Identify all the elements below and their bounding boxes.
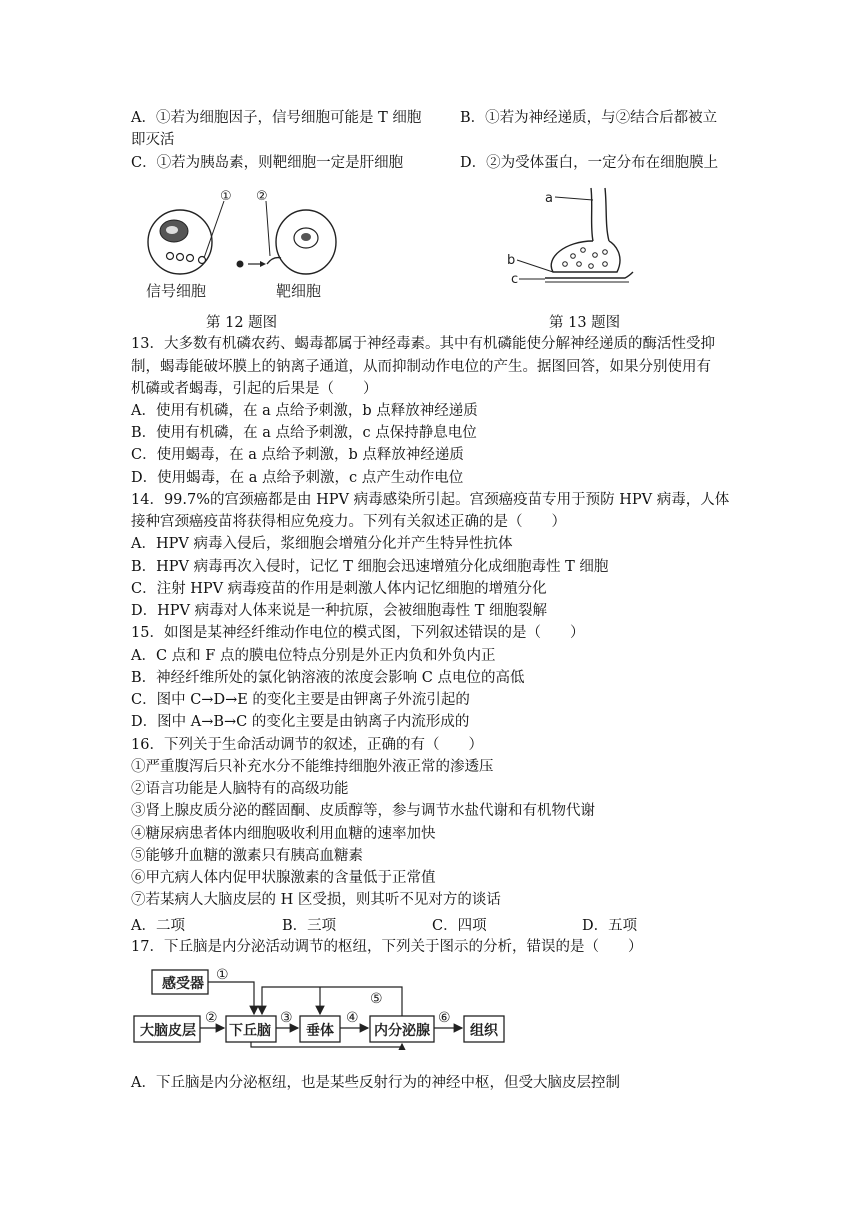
fig12-signal-cell-label: 信号细胞 [146, 282, 207, 300]
q14-stem-line-2: 接种宫颈癌疫苗将获得相应免疫力。下列有关叙述正确的是（ ） [131, 514, 566, 530]
q16-item-6: ⑥甲亢病人体内促甲状腺激素的含量低于正常值 [131, 870, 436, 886]
fig13-label-b: b [507, 253, 516, 268]
q16-item-1: ①严重腹泻后只补充水分不能维持细胞外液正常的渗透压 [131, 759, 494, 775]
q12-figure [140, 186, 340, 304]
box-hypothalamus-label: 下丘脑 [229, 1023, 271, 1039]
arrow-label-6: ⑥ [438, 1010, 451, 1026]
q13-stem-line-2: 制，蝎毒能破坏膜上的钠离子通道，从而抑制动作电位的产生。据图回答，如果分别使用有 [131, 359, 711, 375]
box-tissue-label: 组织 [470, 1023, 498, 1039]
q15-option-d: D．图中 A→B→C 的变化主要是由钠离子内流形成的 [131, 714, 470, 730]
arrow-label-5: ⑤ [370, 991, 383, 1007]
q14-stem-line-1: 14．99.7%的宫颈癌都是由 HPV 病毒感染所引起。宫颈癌疫苗专用于预防 HPV 病毒，人体 [131, 492, 730, 508]
q17-stem: 17．下丘脑是内分泌活动调节的枢纽，下列关于图示的分析，错误的是（ ） [131, 939, 643, 955]
arrow-label-2: ② [205, 1010, 218, 1026]
q16-option-c: C．四项 [432, 918, 487, 934]
q16-stem: 16．下列关于生命活动调节的叙述，正确的有（ ） [131, 737, 483, 753]
signal-cell-outline [148, 210, 212, 274]
q17-flow-diagram [130, 965, 510, 1050]
fig12-label-1: ① [220, 189, 232, 204]
q13-option-c: C．使用蝎毒，在 a 点给予刺激，b 点释放神经递质 [131, 447, 464, 463]
q12-option-c: C．①若为胰岛素，则靶细胞一定是肝细胞 [131, 155, 404, 171]
fig13-label-c: c [511, 272, 519, 287]
target-cell-outline [276, 210, 336, 274]
q13-option-a: A．使用有机磷，在 a 点给予刺激，b 点释放神经递质 [131, 403, 478, 419]
arrow-label-4: ④ [346, 1010, 359, 1026]
q13-figure [505, 186, 645, 291]
q13-option-d: D．使用蝎毒，在 a 点给予刺激，c 点产生动作电位 [131, 470, 464, 486]
q12-option-b-continued: 即灭活 [131, 132, 175, 148]
q13-figure-caption: 第 13 题图 [549, 315, 621, 331]
q14-option-c: C．注射 HPV 病毒疫苗的作用是刺激人体内记忆细胞的增殖分化 [131, 581, 547, 597]
fig13-label-a: a [545, 191, 553, 206]
arrow-label-1: ① [216, 967, 229, 983]
q16-item-3: ③肾上腺皮质分泌的醛固酮、皮质醇等，参与调节水盐代谢和有机物代谢 [131, 803, 595, 819]
box-gland-label: 内分泌腺 [374, 1023, 430, 1039]
q17-option-a: A．下丘脑是内分泌枢纽，也是某些反射行为的神经中枢，但受大脑皮层控制 [131, 1075, 620, 1091]
q12-option-a: A．①若为细胞因子，信号细胞可能是 T 细胞 [131, 110, 422, 126]
q16-item-2: ②语言功能是人脑特有的高级功能 [131, 781, 349, 797]
q13-option-b: B．使用有机磷，在 a 点给予刺激，c 点保持静息电位 [131, 425, 477, 441]
q15-option-c: C．图中 C→D→E 的变化主要是由钾离子外流引起的 [131, 692, 470, 708]
q13-stem-line-1: 13．大多数有机磷农药、蝎毒都属于神经毒素。其中有机磷能使分解神经递质的酶活性受抑 [131, 336, 715, 352]
q15-stem: 15．如图是某神经纤维动作电位的模式图，下列叙述错误的是（ ） [131, 625, 585, 641]
q16-item-5: ⑤能够升血糖的激素只有胰高血糖素 [131, 848, 363, 864]
q14-option-d: D．HPV 病毒对人体来说是一种抗原，会被细胞毒性 T 细胞裂解 [131, 603, 547, 619]
q13-stem-line-3: 机磷或者蝎毒，引起的后果是（ ） [131, 381, 378, 397]
box-receptor-label: 感受器 [162, 976, 204, 992]
fig12-label-2: ② [256, 189, 268, 204]
q16-option-b: B．三项 [282, 918, 337, 934]
q12-option-b: B．①若为神经递质，与②结合后都被立 [460, 110, 718, 126]
box-cortex-label: 大脑皮层 [140, 1023, 196, 1039]
q12-option-d: D．②为受体蛋白，一定分布在细胞膜上 [460, 155, 719, 171]
q16-item-7: ⑦若某病人大脑皮层的 H 区受损，则其听不见对方的谈话 [131, 892, 501, 908]
fig12-target-cell-label: 靶细胞 [276, 282, 322, 300]
q12-figure-caption: 第 12 题图 [206, 315, 278, 331]
arrow-label-3: ③ [280, 1010, 293, 1026]
q16-item-4: ④糖尿病患者体内细胞吸收利用血糖的速率加快 [131, 826, 436, 842]
q15-option-b: B．神经纤维所处的氯化钠溶液的浓度会影响 C 点电位的高低 [131, 670, 525, 686]
q14-option-a: A．HPV 病毒入侵后，浆细胞会增殖分化并产生特异性抗体 [131, 536, 513, 552]
q15-option-a: A．C 点和 F 点的膜电位特点分别是外正内负和外负内正 [131, 648, 496, 664]
q16-option-a: A．二项 [131, 918, 185, 934]
q14-option-b: B．HPV 病毒再次入侵时，记忆 T 细胞会迅速增殖分化成细胞毒性 T 细胞 [131, 559, 609, 575]
box-pituitary-label: 垂体 [306, 1023, 334, 1039]
q16-option-d: D．五项 [582, 918, 638, 934]
